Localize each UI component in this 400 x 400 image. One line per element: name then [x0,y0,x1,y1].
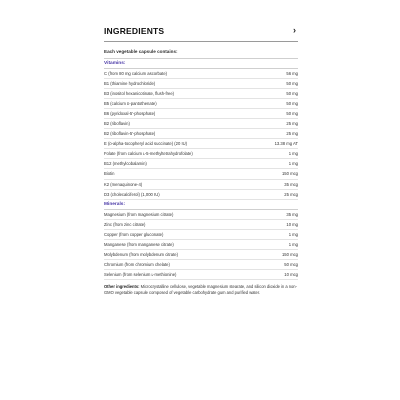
ingredient-amount: 1 mg [288,231,298,237]
ingredient-amount: 50 mg [286,101,298,107]
vitamins-row [104,119,298,129]
vitamins-row [104,159,298,169]
vitamins-title: Vitamins: [104,59,298,69]
ingredient-amount: 50 mcg [284,261,298,267]
ingredient-amount: 1 mg [288,151,298,157]
other-ingredients-text: Microcrystalline cellulose, vegetable magnesium stearate, and silicon dioxide in a non-GMO vegetable capsule composed of vegetable carbohydrate gum and purified water. [104,283,297,296]
minerals-list [104,210,298,280]
minerals-row [104,240,298,250]
ingredient-name: Magnesium (from magnesium citrate) [104,211,174,217]
ingredient-name: B5 (calcium ᴅ-pantothenate) [104,101,157,107]
ingredient-amount: 1 mg [288,161,298,167]
vitamins-row [104,89,298,99]
vitamins-row [104,190,298,200]
ingredient-amount: 35 mcg [284,181,298,187]
minerals-title: Minerals: [104,200,298,210]
ingredient-name: Biotin [104,171,115,177]
vitamins-row [104,79,298,89]
chevron-right-icon[interactable]: › [293,25,296,35]
ingredient-amount: 25 mg [286,121,298,127]
ingredient-amount: 50 mg [286,81,298,87]
minerals-row [104,220,298,230]
ingredients-header[interactable] [104,20,298,42]
other-ingredients [104,284,298,296]
ingredient-name: E (ᴅ-alpha-tocopheryl acid succinate) (20 IU) [104,141,188,147]
vitamins-list [104,69,298,200]
ingredient-name: Zinc (from zinc citrate) [104,221,146,227]
vitamins-row [104,180,298,190]
intro-text: Each vegetable capsule contains: [104,45,298,59]
vitamins-row [104,139,298,149]
ingredient-amount: 150 mcg [281,171,298,177]
ingredient-name: B2 (riboflavin-5'-phosphate) [104,131,156,137]
minerals-row [104,260,298,270]
minerals-row [104,270,298,280]
minerals-row [104,210,298,220]
ingredient-name: B12 (methylcobalamin) [104,161,147,167]
ingredient-name: Manganese (from manganese citrate) [104,241,174,247]
vitamins-row [104,129,298,139]
ingredient-name: B2 (riboflavin) [104,121,130,127]
other-ingredients-label: Other ingredients: [104,283,140,289]
ingredient-amount: 56 mg [286,71,298,77]
vitamins-row [104,69,298,79]
vitamins-row [104,99,298,109]
ingredient-name: K2 (menaquinone-4) [104,181,143,187]
ingredient-amount: 1 mg [288,241,298,247]
ingredients-title: INGREDIENTS [104,25,165,36]
ingredients-panel [104,20,298,296]
ingredient-amount: 150 mcg [281,251,298,257]
ingredient-name: Molybdenum (from molybdenum citrate) [104,251,179,257]
vitamins-row [104,149,298,159]
ingredient-name: Copper (from copper gluconate) [104,231,164,237]
ingredient-name: Selenium (from selenium ʟ-methionine) [104,271,177,277]
ingredient-amount: 50 mg [286,111,298,117]
ingredient-name: Folate (from calcium ʟ-5-methyltetrahydrofolate) [104,151,193,157]
ingredient-amount: 35 mg [286,211,298,217]
ingredient-name: D3 (cholecalciferol) (1,000 IU) [104,191,160,197]
ingredient-name: C (from 80 mg calcium ascorbate) [104,71,168,77]
minerals-row [104,230,298,240]
ingredient-amount: 10 mg [286,221,298,227]
minerals-row [104,250,298,260]
ingredient-name: B3 (inositol hexanicotinate, flush-free) [104,91,175,97]
vitamins-row [104,109,298,119]
ingredient-name: Chromium (from chromium chelate) [104,261,170,267]
ingredient-name: B1 (thiamine hydrochloride) [104,81,156,87]
ingredient-amount: 50 mg [286,91,298,97]
ingredient-amount: 25 mg [286,131,298,137]
ingredient-amount: 13.38 mg AT [274,141,298,147]
vitamins-row [104,169,298,179]
ingredient-name: B6 (pyridoxal-5'-phosphate) [104,111,156,117]
ingredient-amount: 25 mcg [284,191,298,197]
ingredient-amount: 10 mcg [284,271,298,277]
